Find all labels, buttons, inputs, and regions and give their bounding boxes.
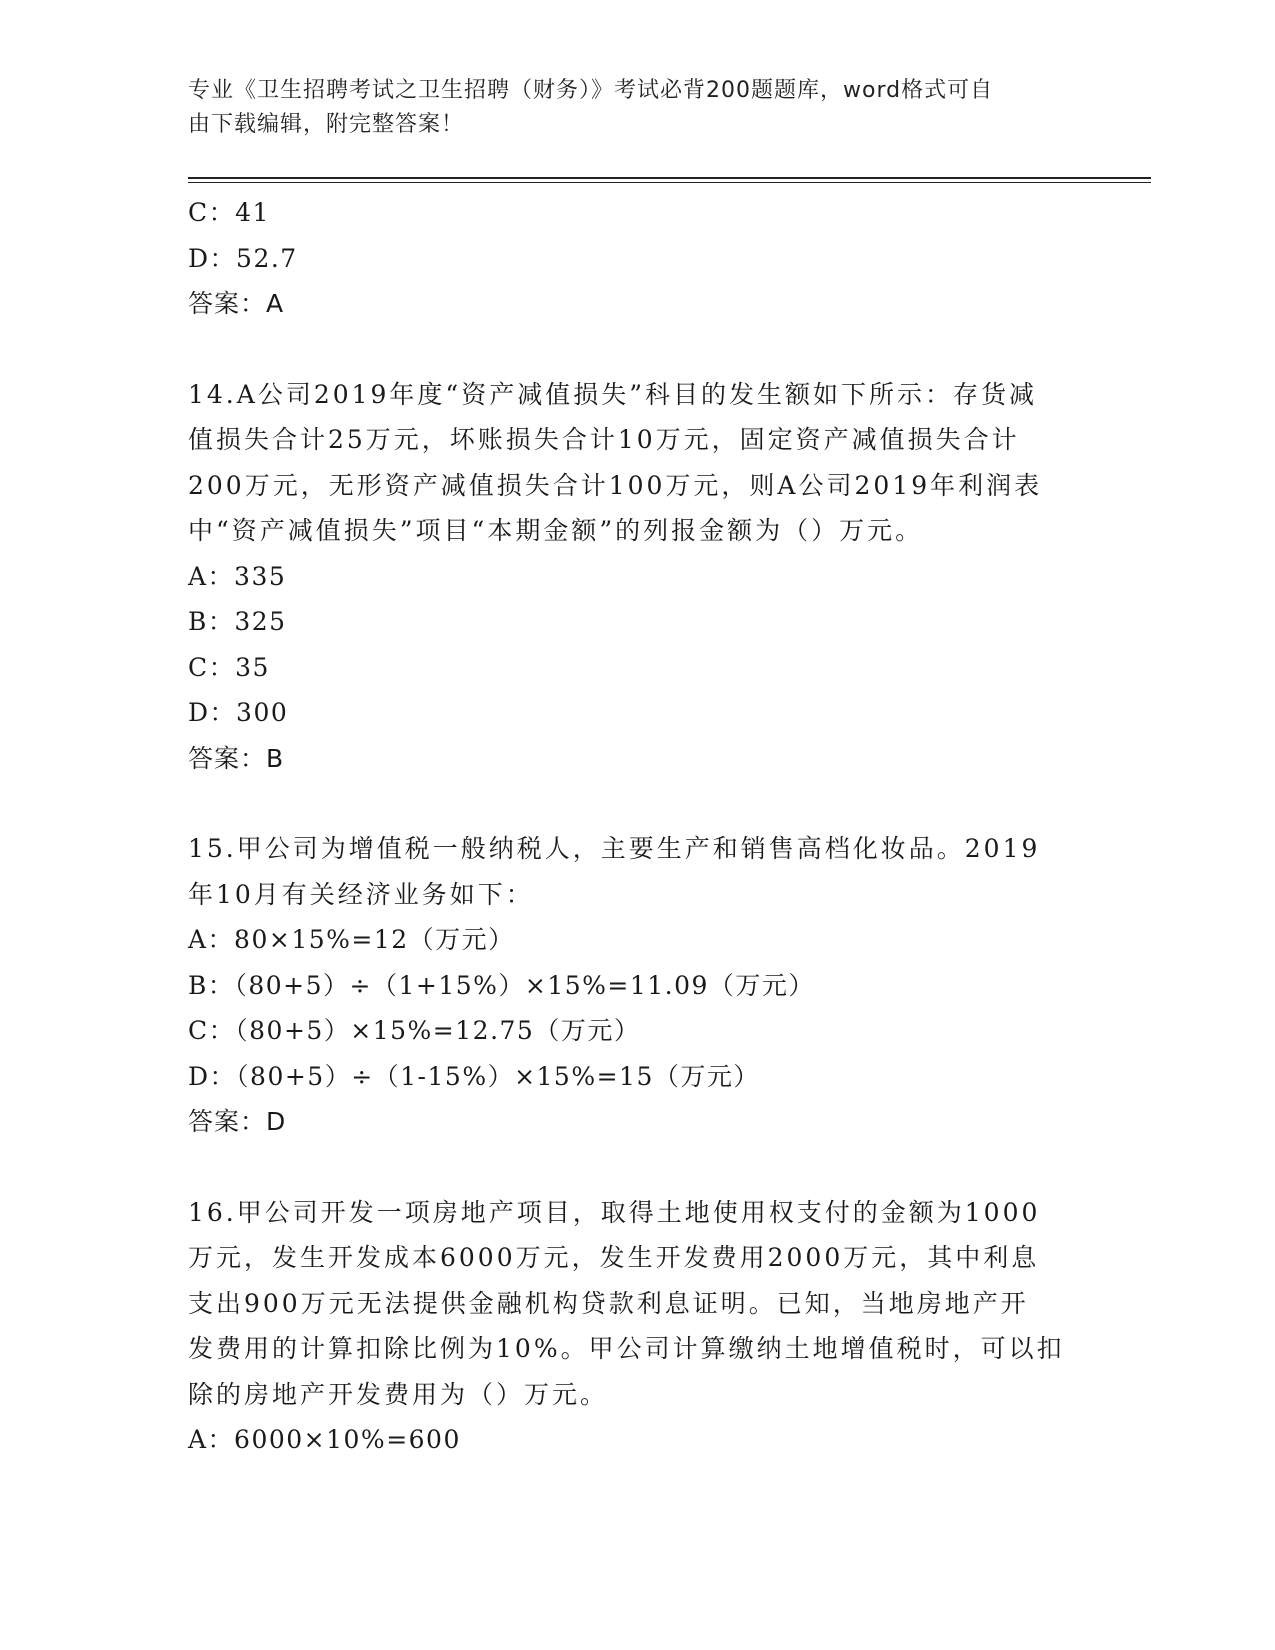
header-divider-thin (188, 182, 1151, 183)
question-15 (188, 826, 1088, 1145)
answer-line: 答案：B (188, 743, 285, 773)
question-stem-line: 200万元，无形资产减值损失合计100万元，则A公司2019年利润表 (188, 470, 1043, 500)
question-stem-line: 年10月有关经济业务如下： (188, 879, 534, 909)
page-header (188, 74, 1068, 142)
question-stem-line: 发费用的计算扣除比例为10%。甲公司计算缴纳土地增值税时，可以扣 (188, 1334, 1065, 1363)
spacer (188, 327, 1088, 372)
header-line-2: 由下载编辑，附完整答案！ (188, 112, 465, 137)
option-b: B：325 (188, 607, 287, 636)
question-stem-line: 除的房地产开发费用为（）万元。 (188, 1379, 609, 1409)
spacer (188, 781, 1088, 826)
question-stem-line: 16.甲公司开发一项房地产项目，取得土地使用权支付的金额为1000 (188, 1197, 1041, 1227)
answer-line: 答案：A (188, 289, 285, 318)
option-a: A：335 (188, 561, 287, 591)
answer-line: 答案：D (188, 1107, 287, 1136)
option-c: C：35 (188, 652, 270, 682)
previous-question-tail (188, 190, 1088, 327)
question-stem-line: 值损失合计25万元，坏账损失合计10万元，固定资产减值损失合计 (188, 425, 1020, 454)
option-a: A：80×15%=12（万元） (188, 925, 515, 954)
question-stem-line: 万元，发生开发成本6000万元，发生开发费用2000万元，其中利息 (188, 1243, 1040, 1272)
option-c: C：（80+5）×15%=12.75（万元） (188, 1016, 641, 1045)
question-16 (188, 1190, 1088, 1463)
question-stem-line: 14.A公司2019年度“资产减值损失”科目的发生额如下所示：存货减 (188, 379, 1037, 409)
spacer (188, 1145, 1088, 1190)
question-14 (188, 372, 1088, 782)
question-content (188, 190, 1088, 1463)
option-d: D：300 (188, 698, 289, 727)
option-a: A：6000×10%=600 (188, 1425, 461, 1454)
header-divider-thick (188, 177, 1151, 179)
option-d: D：（80+5）÷（1-15%）×15%=15（万元） (188, 1061, 760, 1091)
option-d: D：52.7 (188, 243, 298, 273)
option-b: B：（80+5）÷（1+15%）×15%=11.09（万元） (188, 970, 815, 1000)
option-c: C：41 (188, 198, 270, 227)
question-stem-line: 中“资产减值损失”项目“本期金额”的列报金额为（）万元。 (188, 516, 924, 545)
question-stem-line: 15.甲公司为增值税一般纳税人，主要生产和销售高档化妆品。2019 (188, 834, 1041, 863)
question-stem-line: 支出900万元无法提供金融机构贷款利息证明。已知，当地房地产开 (188, 1288, 1029, 1318)
header-line-1: 专业《卫生招聘考试之卫生招聘（财务）》考试必背200题题库，word格式可自 (188, 78, 994, 103)
